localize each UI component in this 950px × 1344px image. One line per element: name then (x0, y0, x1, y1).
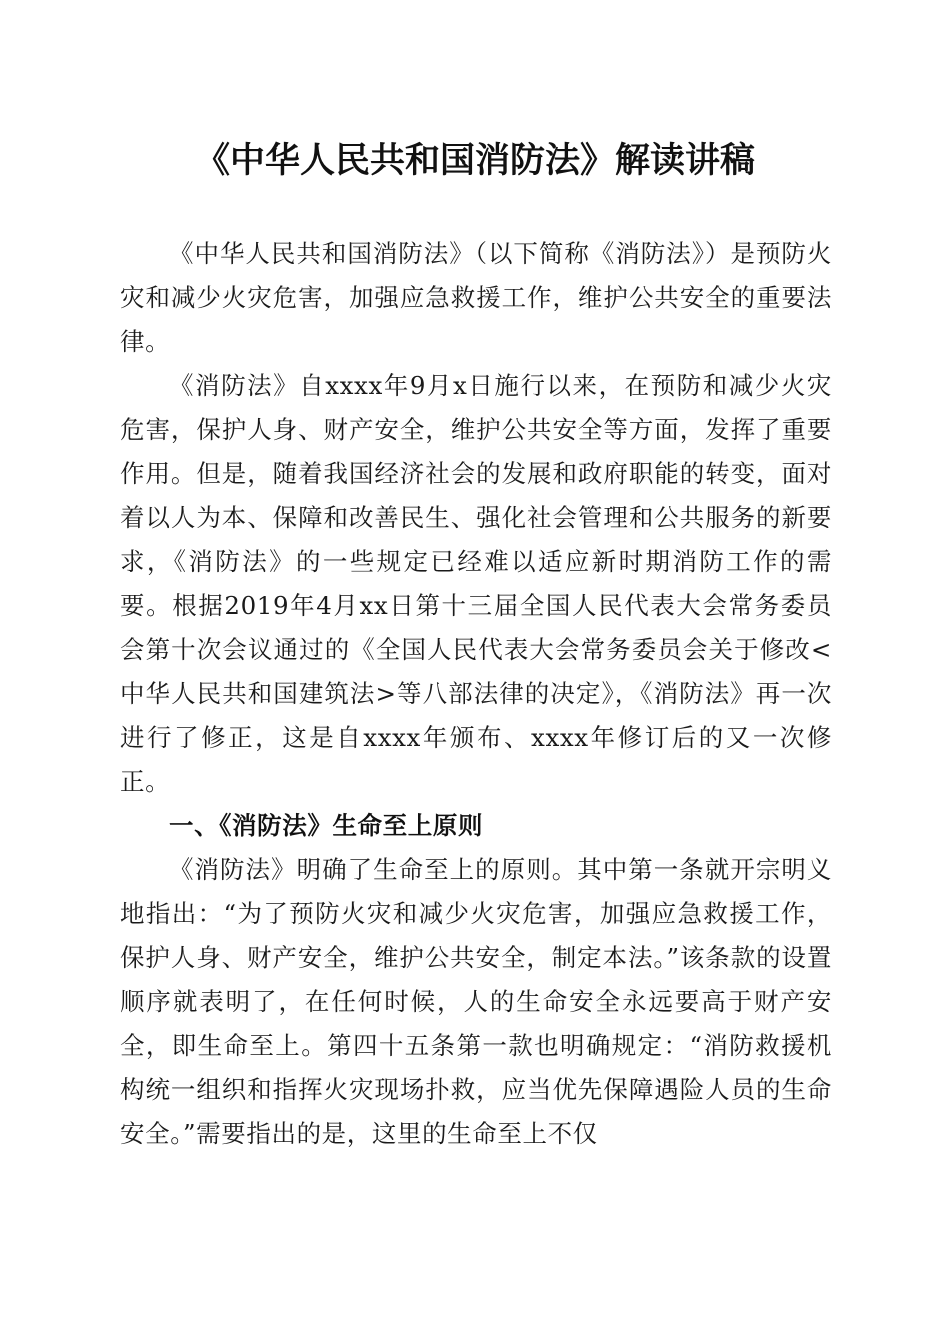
section-heading: 一、《消防法》生命至上原则 (169, 811, 484, 840)
intro-paragraph: 《中华人民共和国消防法》（以下简称《消防法》）是预防火灾和减少火灾危害，加强应急救援工作，维护公共安全的重要法律。 (120, 239, 832, 356)
document-body (120, 232, 832, 1156)
document-title: 《中华人民共和国消防法》解读讲稿 (194, 140, 755, 181)
background-paragraph: 《消防法》自xxxx年9月x日施行以来，在预防和减少火灾危害，保护人身、财产安全，维护公共安全等方面，发挥了重要作用。但是，随着我国经济社会的发展和政府职能的转变，面对着以人为本、保障和改善民生、强化社会管理和公共服务的新要求，《消防法》的一些规定已经难以适应新时期消防工作的需要。根据2019年4月xx日第十三届全国人民代表大会常务委员会第十次会议通过的《全国人民代表大会常务委员会关于修改<中华人民共和国建筑法>等八部法律的决定》，《消防法》再一次进行了修正，这是自xxxx年颁布、xxxx年修订后的又一次修正。 (120, 371, 832, 796)
section-paragraph: 《消防法》明确了生命至上的原则。其中第一条就开宗明义地指出：“为了预防火灾和减少火灾危害，加强应急救援工作，保护人身、财产安全，维护公共安全，制定本法。”该条款的设置顺序就表明了，在任何时候，人的生命安全永远要高于财产安全，即生命至上。第四十五条第一款也明确规定：“消防救援机构统一组织和指挥火灾现场扑救，应当优先保障遇险人员的生命安全。”需要指出的是，这里的生命至上不仅 (120, 855, 832, 1148)
